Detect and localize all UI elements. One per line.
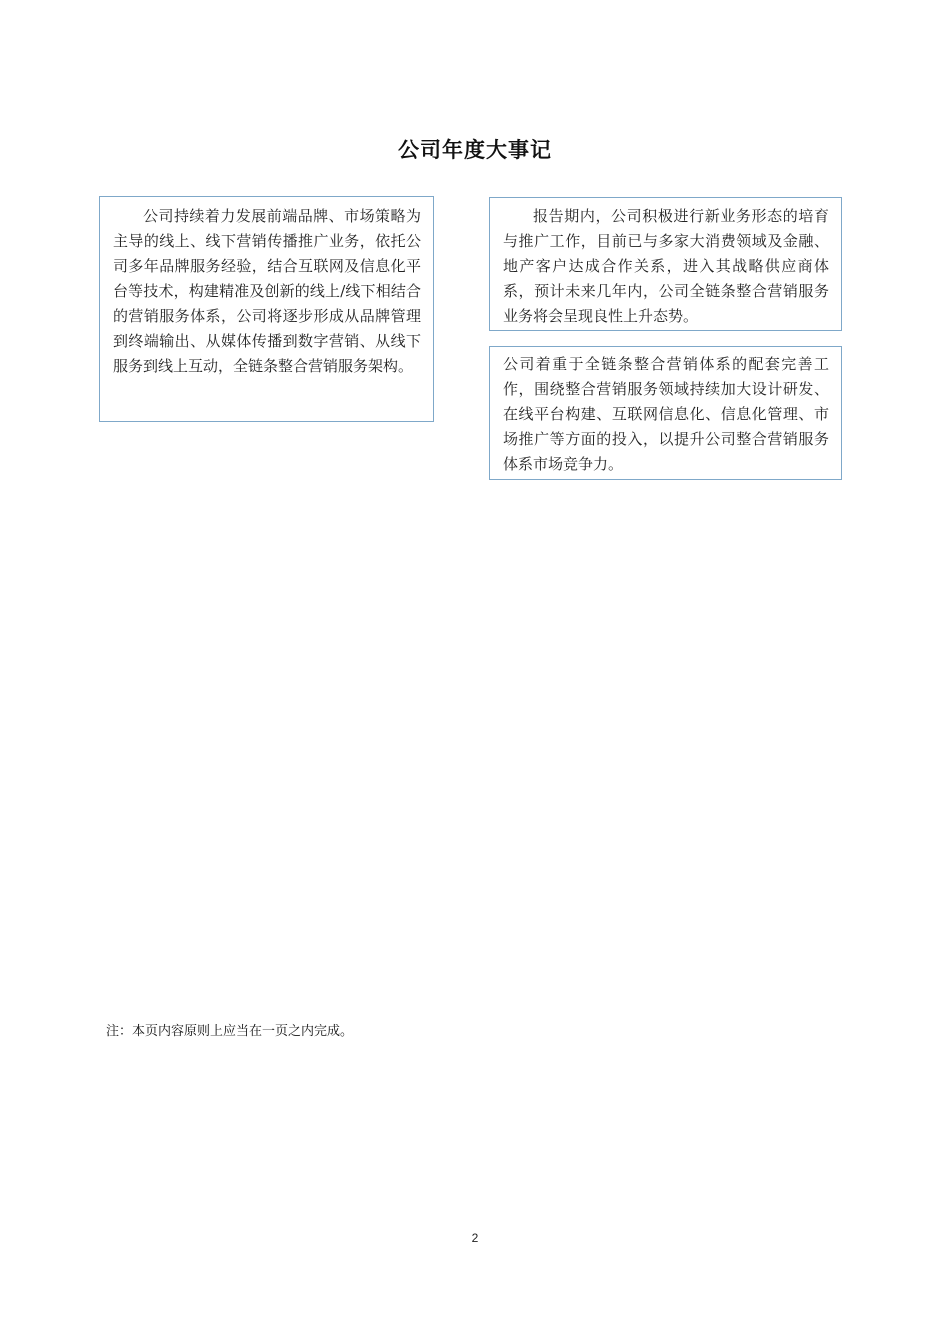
event-text: 报告期内，公司积极进行新业务形态的培育与推广工作，目前已与多家大消费领域及金融、地产客户达成合作关系，进入其战略供应商体系，预计未来几年内，公司全链条整合营销服务业务将会呈现良性上升态势。 [503, 207, 829, 325]
event-box-brand-marketing [99, 196, 434, 422]
page-number: 2 [471, 1231, 479, 1245]
event-text: 公司着重于全链条整合营销体系的配套完善工作，围绕整合营销服务领域持续加大设计研发、在线平台构建、互联网信息化、信息化管理、市场推广等方面的投入，以提升公司整合营销服务体系市场竞争力。 [503, 355, 829, 473]
footnote: 注：本页内容原则上应当在一页之内完成。 [106, 1024, 354, 1039]
event-box-new-business [489, 197, 842, 331]
event-box-system-improvement [489, 346, 842, 480]
page-title: 公司年度大事记 [398, 138, 552, 162]
event-text: 公司持续着力发展前端品牌、市场策略为主导的线上、线下营销传播推广业务，依托公司多年品牌服务经验，结合互联网及信息化平台等技术，构建精准及创新的线上/线下相结合的营销服务体系，公司将逐步形成从品牌管理到终端输出、从媒体传播到数字营销、从线下服务到线上互动，全链条整合营销服务架构。 [113, 207, 421, 375]
